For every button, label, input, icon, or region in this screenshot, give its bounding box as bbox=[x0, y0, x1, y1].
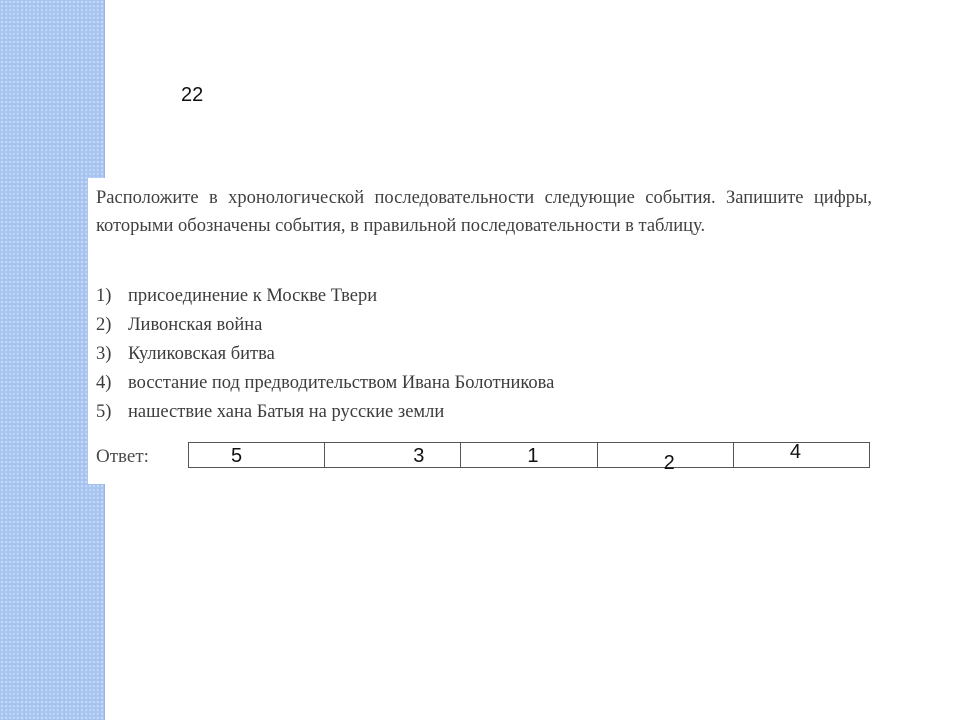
answer-cell[interactable] bbox=[734, 443, 869, 467]
list-item bbox=[96, 398, 796, 427]
answer-value: 1 bbox=[527, 445, 539, 467]
task-instruction: Расположите в хронологической последовательности следующие события. Запишите цифры, которыми обозначены события, в правильной последовательности в таблицу. bbox=[96, 188, 872, 236]
list-item bbox=[96, 340, 796, 369]
event-list bbox=[96, 282, 796, 427]
answer-value: 4 bbox=[789, 441, 801, 463]
answer-table bbox=[188, 441, 870, 474]
event-text: присоединение к Москве Твери bbox=[128, 286, 378, 306]
answer-cell[interactable] bbox=[598, 443, 734, 474]
event-text: Ливонская война bbox=[128, 315, 263, 335]
answer-cell[interactable] bbox=[189, 443, 325, 467]
event-text: восстание под предводительством Ивана Болотникова bbox=[128, 373, 555, 393]
event-number: 3) bbox=[96, 344, 112, 364]
event-number: 1) bbox=[96, 286, 112, 306]
list-item bbox=[96, 282, 796, 311]
event-number: 5) bbox=[96, 402, 112, 422]
answer-label: Ответ: bbox=[96, 446, 149, 467]
answer-cell[interactable] bbox=[461, 443, 597, 467]
event-text: Куликовская битва bbox=[128, 344, 275, 364]
event-number: 4) bbox=[96, 373, 112, 393]
slide-number: 22 bbox=[181, 84, 204, 106]
list-item bbox=[96, 369, 796, 398]
list-item bbox=[96, 311, 796, 340]
answer-value: 5 bbox=[231, 445, 243, 467]
task-card bbox=[88, 178, 888, 484]
event-number: 2) bbox=[96, 315, 112, 335]
answer-value: 2 bbox=[663, 452, 675, 474]
event-text: нашествие хана Батыя на русские земли bbox=[128, 402, 445, 422]
answer-cell[interactable] bbox=[325, 443, 461, 467]
answer-value: 3 bbox=[413, 445, 425, 467]
